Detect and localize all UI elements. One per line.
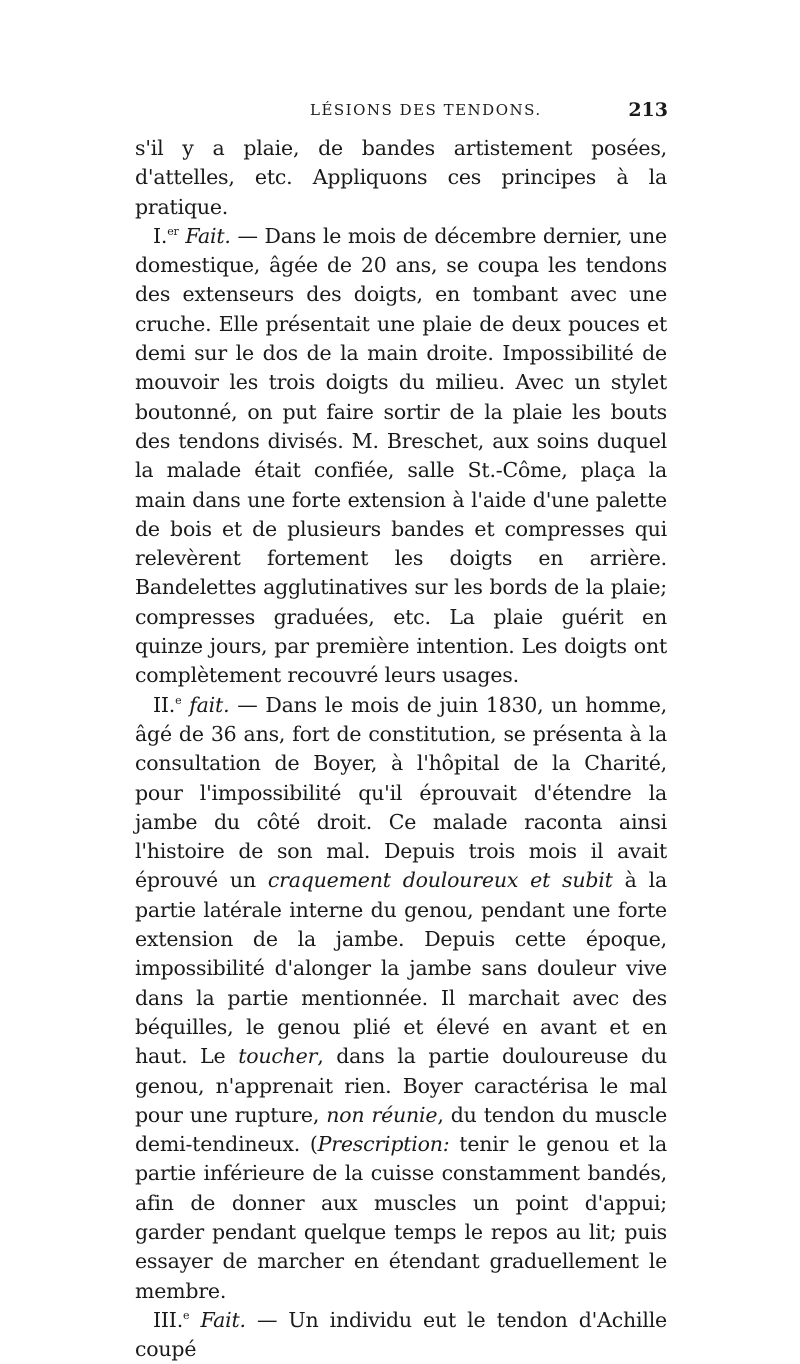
- case-label-superscript: e: [183, 1309, 190, 1323]
- paragraph-case-1: [135, 222, 667, 691]
- paragraph-text: , du tendon du muscle demi-tendineux. (: [135, 1102, 667, 1157]
- case-label-italic: Fait.: [200, 1307, 246, 1332]
- case-label-italic: fait.: [189, 692, 230, 717]
- page-number: 213: [628, 99, 668, 121]
- paragraph-continuation: [135, 134, 667, 222]
- case-label-superscript: e: [175, 693, 182, 707]
- italic-phrase: Prescription:: [317, 1132, 450, 1157]
- paragraph-text: — Dans le mois de décembre dernier, une domestique, âgée de 20 ans, se coupa les tendons des extenseurs des doigts, en tombant avec une cruche. Elle présentait une plaie de deux pouces et demi sur le dos de la main droite. Impossibilité de mouvoir les trois doigts du milieu. Avec un stylet boutonné, on put faire sortir de la plaie les bouts des tendons divisés. M. Breschet, aux soins duquel la malade était confiée, salle St.-Côme, plaça la main dans une forte extension à l'aide d'une palette de bois et de plusieurs bandes et compresses qui relevèrent fortement les doigts en arrière. Bandelettes agglutinatives sur les bords de la plaie; compresses graduées, etc. La plaie guérit en quinze jours, par première intention. Les doigts ont complètement recouvré leurs usages.: [135, 223, 667, 688]
- paragraph-case-2: [135, 691, 667, 1306]
- case-label-italic: Fait.: [185, 223, 231, 248]
- paragraph-text: — Dans le mois de juin 1830, un homme, âgé de 36 ans, fort de constitution, se présenta à la consultation de Boyer, à l'hôpital de la Charité, pour l'impossibilité qu'il éprouvait d'étendre la jambe du côté droit. Ce malade raconta ainsi l'histoire de son mal. Depuis trois mois il avait éprouvé un: [135, 692, 667, 893]
- case-label-superscript: er: [167, 225, 179, 239]
- paragraph-text: à la partie latérale interne du genou, pendant une forte extension de la jambe. Depuis cette époque, impossibilité d'alonger la jambe sans douleur vive dans la partie mentionnée. Il marchait avec des béquilles, le genou plié et élevé en avant et en haut. Le: [135, 868, 667, 1069]
- italic-phrase: non réunie: [326, 1102, 438, 1127]
- paragraph-text: tenir le genou et la partie inférieure de la cuisse constamment bandés, afin de donner aux muscles un point d'appui; garder pendant quelque temps le repos au lit; puis essayer de marcher en étendant graduellement le membre.: [135, 1132, 667, 1303]
- paragraph-case-3: [135, 1306, 667, 1364]
- italic-phrase: craquement douloureux et subit: [267, 868, 613, 893]
- case-label: II.: [153, 692, 176, 717]
- paragraph-text: — Un individu eut le tendon d'Achille coupé: [135, 1307, 667, 1362]
- case-label: I.: [153, 223, 168, 248]
- page-header: [135, 99, 668, 129]
- body-text: [135, 134, 667, 1364]
- case-label: III.: [153, 1307, 184, 1332]
- running-title: LÉSIONS DES TENDONS.: [310, 101, 542, 119]
- paragraph-text: s'il y a plaie, de bandes artistement posées, d'attelles, etc. Appliquons ces principes à la pratique.: [135, 136, 667, 219]
- paragraph-text: , dans la partie douloureuse du genou, n'apprenait rien. Boyer caractérisa le mal pour une rupture,: [135, 1044, 667, 1127]
- italic-phrase: toucher: [238, 1044, 318, 1069]
